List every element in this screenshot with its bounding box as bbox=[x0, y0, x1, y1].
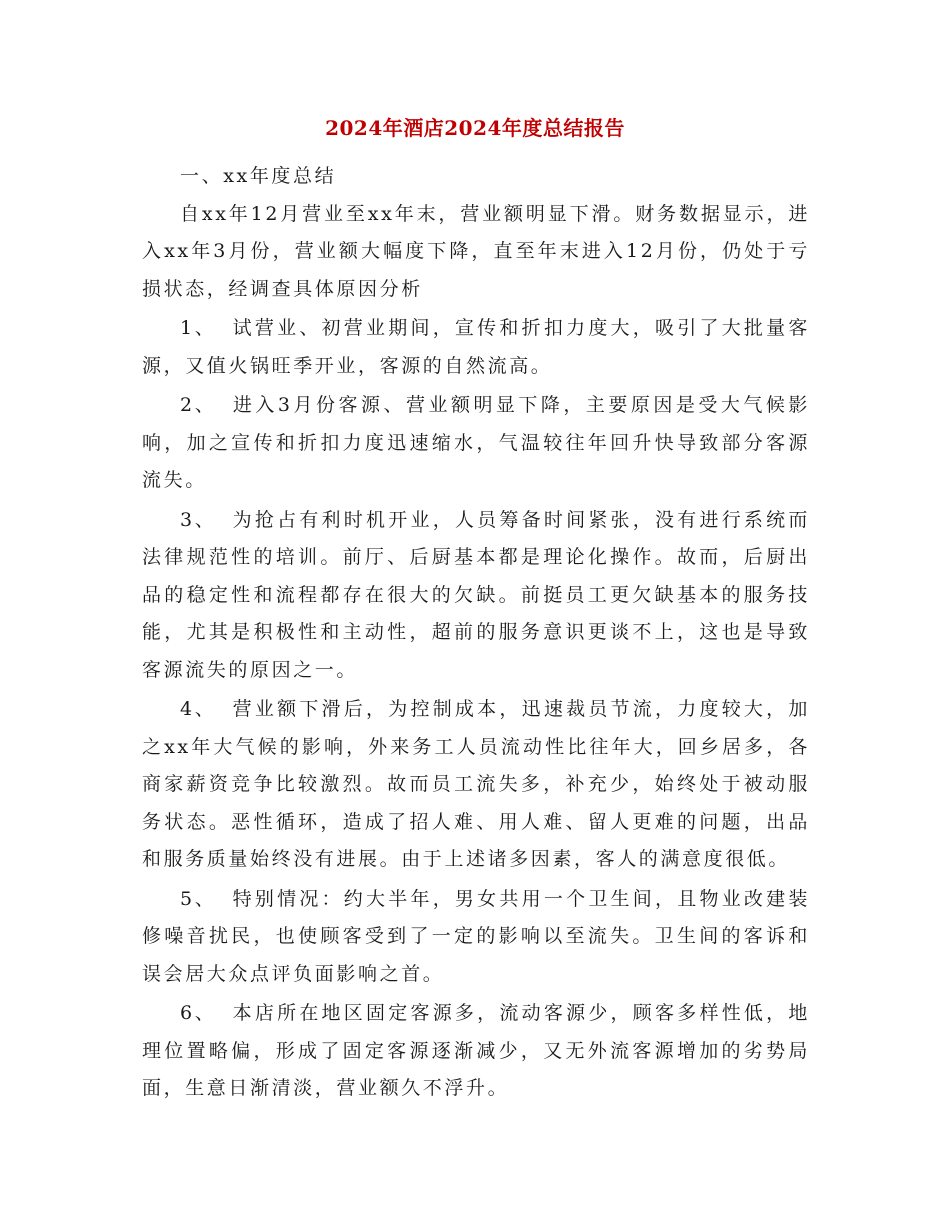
list-item-number: 1、 bbox=[180, 317, 217, 339]
list-item-number: 4、 bbox=[180, 698, 217, 720]
list-item-number: 3、 bbox=[180, 508, 217, 531]
list-item-number: 2、 bbox=[180, 394, 217, 416]
list-item-text: 试营业、初营业期间，宣传和折扣力度大，吸引了大批量客源，又值火锅旺季开业，客源的自然流高。 bbox=[142, 317, 810, 377]
list-item bbox=[142, 387, 810, 500]
intro-paragraph: 自xx年12月营业至xx年末，营业额明显下滑。财务数据显示，进入xx年3月份，营业额大幅度下降，直至年末进入12月份，仍处于亏损状态，经调查具体原因分析 bbox=[142, 202, 810, 300]
document-title: 2024年酒店2024年度总结报告 bbox=[325, 116, 625, 140]
list-item bbox=[142, 995, 810, 1108]
list-item bbox=[142, 310, 810, 385]
list-item bbox=[142, 502, 810, 690]
list-item-text: 营业额下滑后，为控制成本，迅速裁员节流，力度较大，加之xx年大气候的影响，外来务工人员流动性比往年大，回乡居多，各商家薪资竞争比较激烈。故而员工流失多，补充少，始终处于被动服务状态。恶性循环，造成了招人难、用人难、留人更难的问题，出品和服务质量始终没有进展。由于上述诸多因素，客人的满意度很低。 bbox=[142, 698, 810, 870]
list-item-number: 6、 bbox=[180, 1002, 217, 1024]
list-item bbox=[142, 691, 810, 879]
document-body bbox=[142, 158, 810, 1108]
list-item-text: 特别情况：约大半年，男女共用一个卫生间，且物业改建装修噪音扰民，也使顾客受到了一定的影响以至流失。卫生间的客诉和误会居大众点评负面影响之首。 bbox=[142, 887, 810, 985]
section-heading: 一、xx年度总结 bbox=[180, 165, 337, 187]
list-item-text: 为抢占有利时机开业，人员筹备时间紧张，没有进行系统而法律规范性的培训。前厅、后厨基本都是理论化操作。故而，后厨出品的稳定性和流程都存在很大的欠缺。前挺员工更欠缺基本的服务技能，尤其是积极性和主动性，超前的服务意识更谈不上，这也是导致客源流失的原因之一。 bbox=[142, 508, 810, 681]
list-item bbox=[142, 881, 810, 994]
list-item-number: 5、 bbox=[180, 887, 217, 910]
list-item-text: 进入3月份客源、营业额明显下降，主要原因是受大气候影响，加之宣传和折扣力度迅速缩水，气温较往年回升快导致部分客源流失。 bbox=[142, 394, 810, 491]
list-item-text: 本店所在地区固定客源多，流动客源少，顾客多样性低，地理位置略偏，形成了固定客源逐渐减少，又无外流客源增加的劣势局面，生意日渐清淡，营业额久不浮升。 bbox=[142, 1002, 810, 1099]
